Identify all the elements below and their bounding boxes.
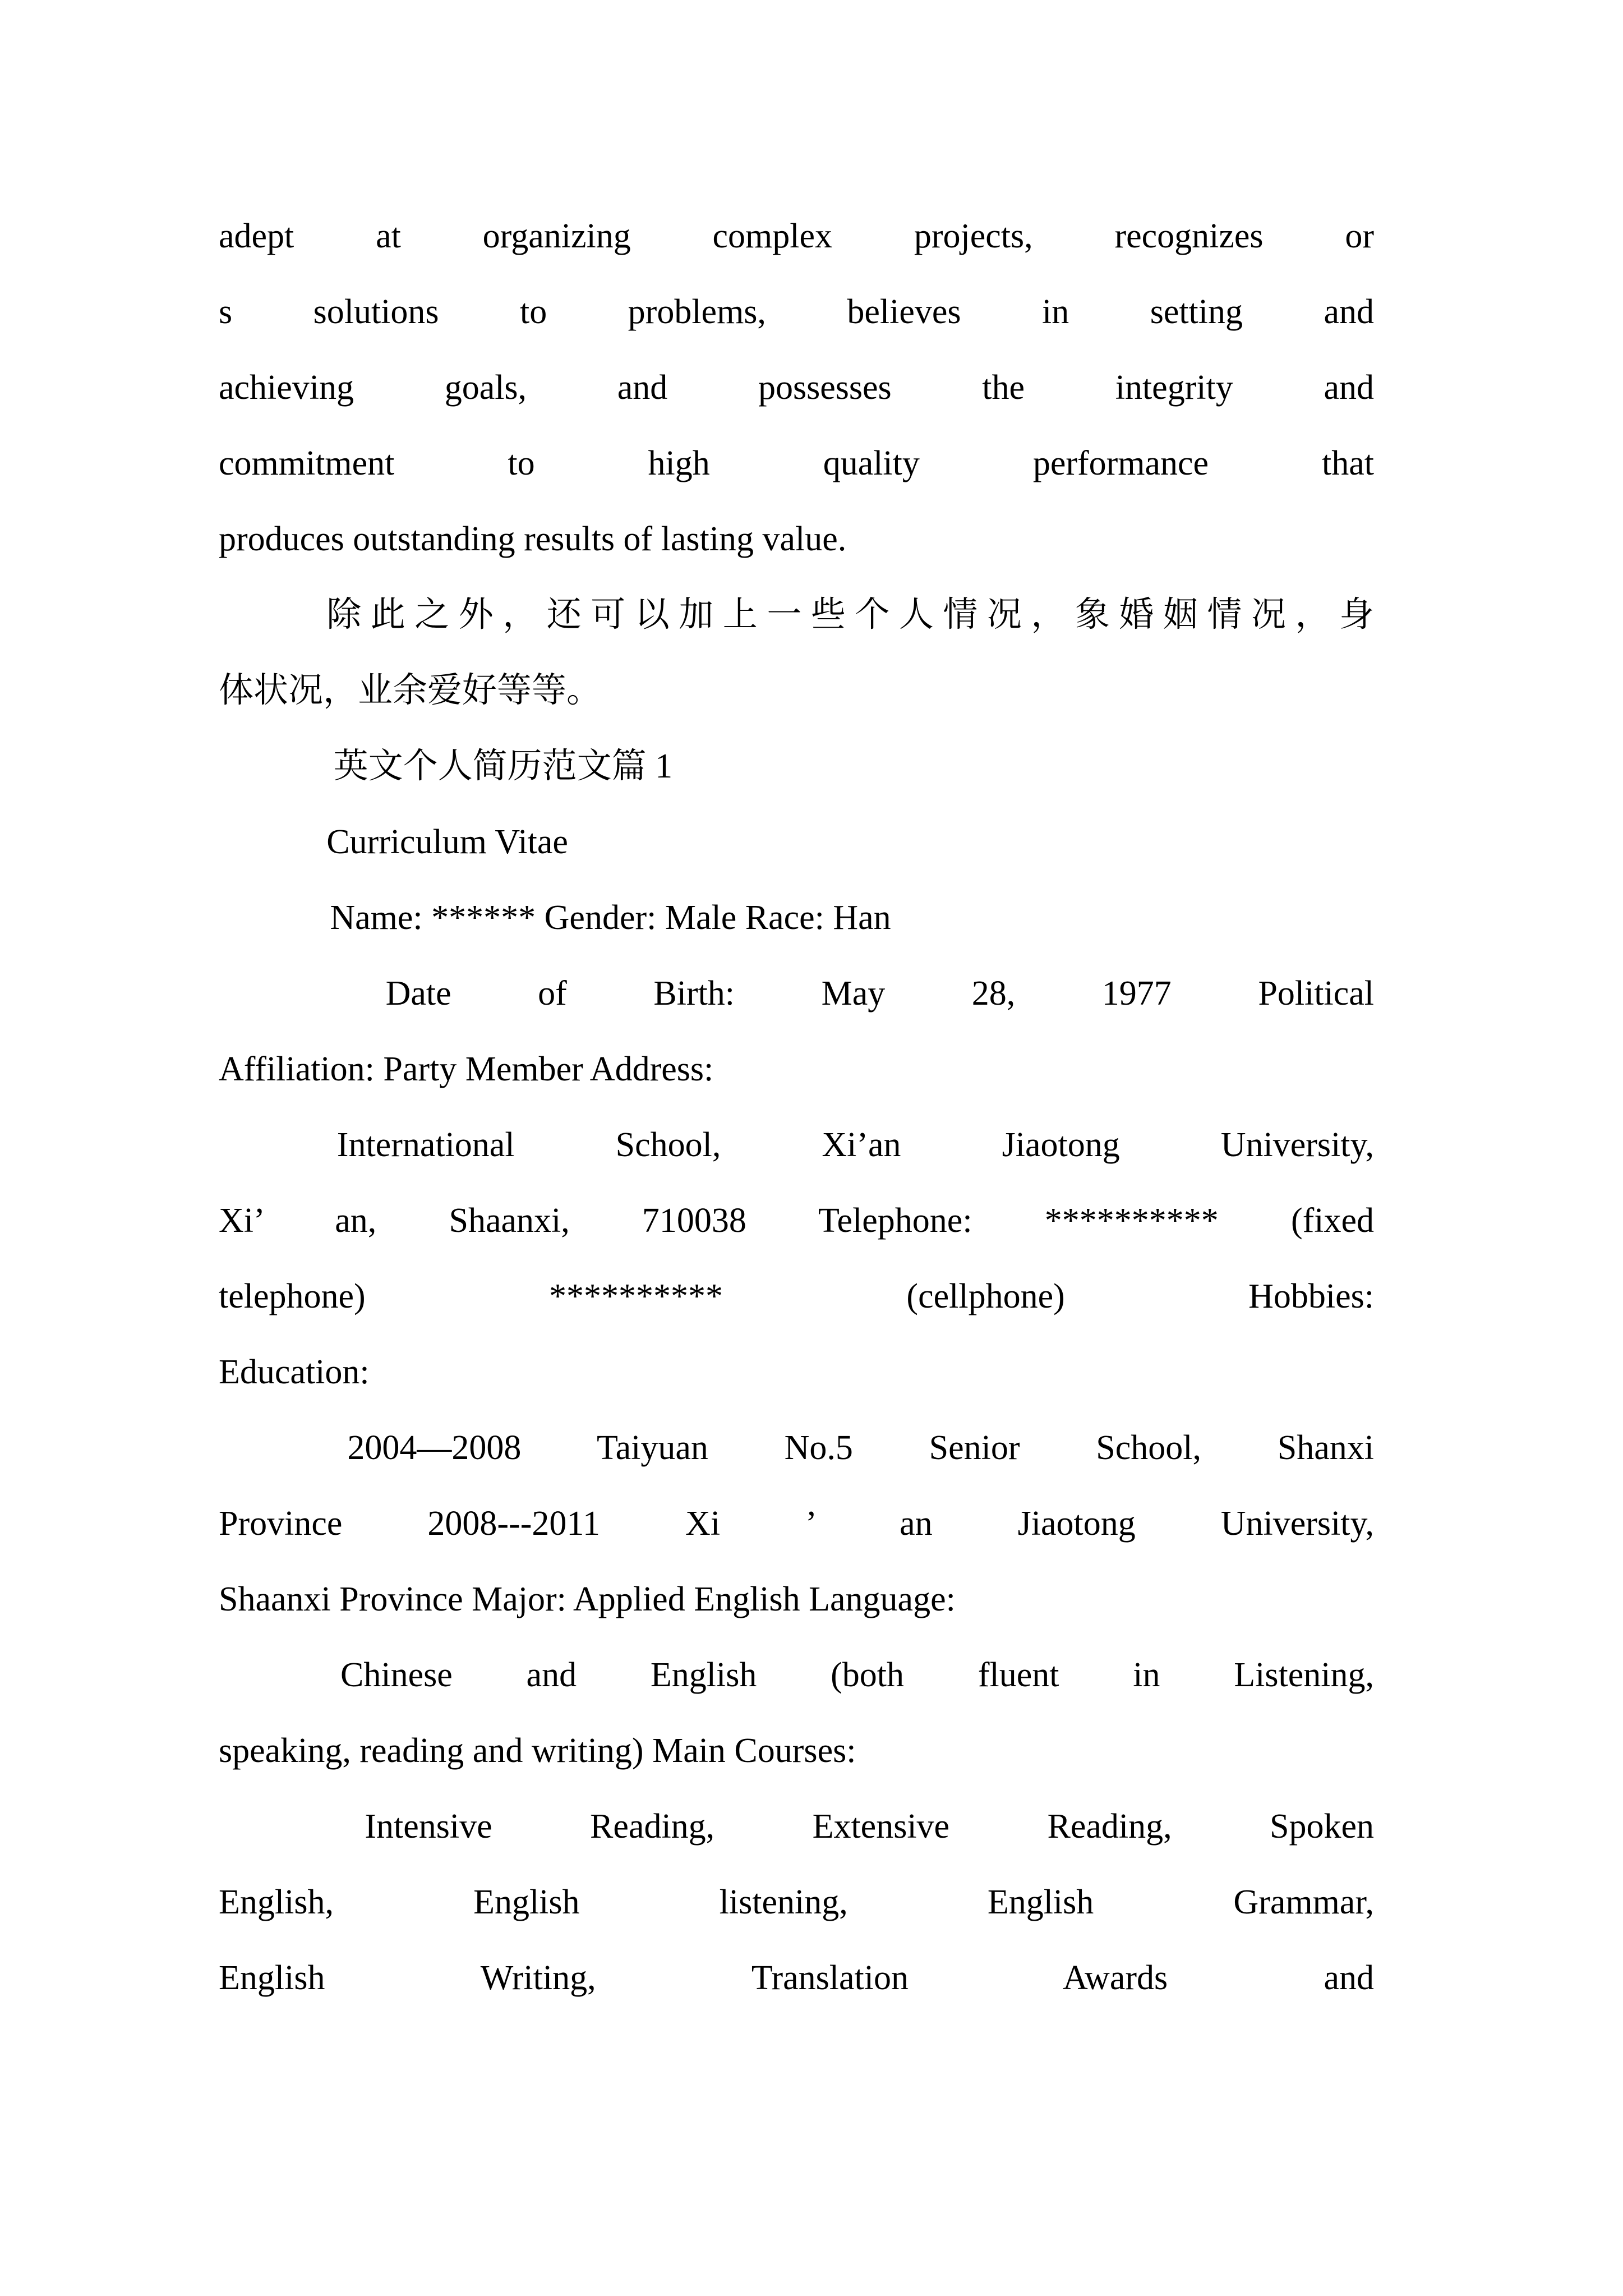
text-line: 英文个人简历范文篇 1 [333, 747, 673, 785]
text-line: 体状况，业余爱好等等。 [219, 671, 602, 710]
document-body [219, 199, 1374, 2016]
text-line: achieving goals, and possesses the integrity and [219, 369, 1374, 407]
text-line: produces outstanding results of lasting value. [219, 520, 847, 558]
text-line: Name: ****** Gender: Male Race: Han [330, 899, 891, 937]
text-line: Curriculum Vitae [326, 823, 568, 861]
text-line: Chinese and English (both fluent in Listening, [340, 1656, 1374, 1694]
text-line: s solutions to problems, believes in setting and [219, 293, 1374, 331]
text-line: 2004—2008 Taiyuan No.5 Senior School, Shanxi [347, 1429, 1374, 1467]
text-line: Province 2008---2011 Xi ’ an Jiaotong University, [219, 1504, 1374, 1543]
text-line: Date of Birth: May 28, 1977 Political [385, 974, 1374, 1013]
text-line: Affiliation: Party Member Address: [219, 1050, 714, 1088]
text-line: 除此之外，还可以加上一些个人情况，象婚姻情况，身 [326, 596, 1374, 634]
text-line: telephone) ********** (cellphone) Hobbies: [219, 1277, 1374, 1315]
text-line: Education: [219, 1353, 370, 1391]
text-line: English, English listening, English Grammar, [219, 1883, 1374, 1921]
text-line: Xi’ an, Shaanxi, 710038 Telephone: ********** (fixed [219, 1202, 1374, 1240]
text-line: Shaanxi Province Major: Applied English Language: [219, 1580, 956, 1618]
text-line: English Writing, Translation Awards and [219, 1959, 1374, 1997]
text-line: International School, Xi’an Jiaotong University, [336, 1126, 1374, 1164]
text-line: Intensive Reading, Extensive Reading, Spoken [365, 1807, 1374, 1846]
text-line: adept at organizing complex projects, recognizes or [219, 217, 1374, 255]
text-line: commitment to high quality performance that [219, 444, 1374, 482]
text-line: speaking, reading and writing) Main Courses: [219, 1732, 856, 1770]
